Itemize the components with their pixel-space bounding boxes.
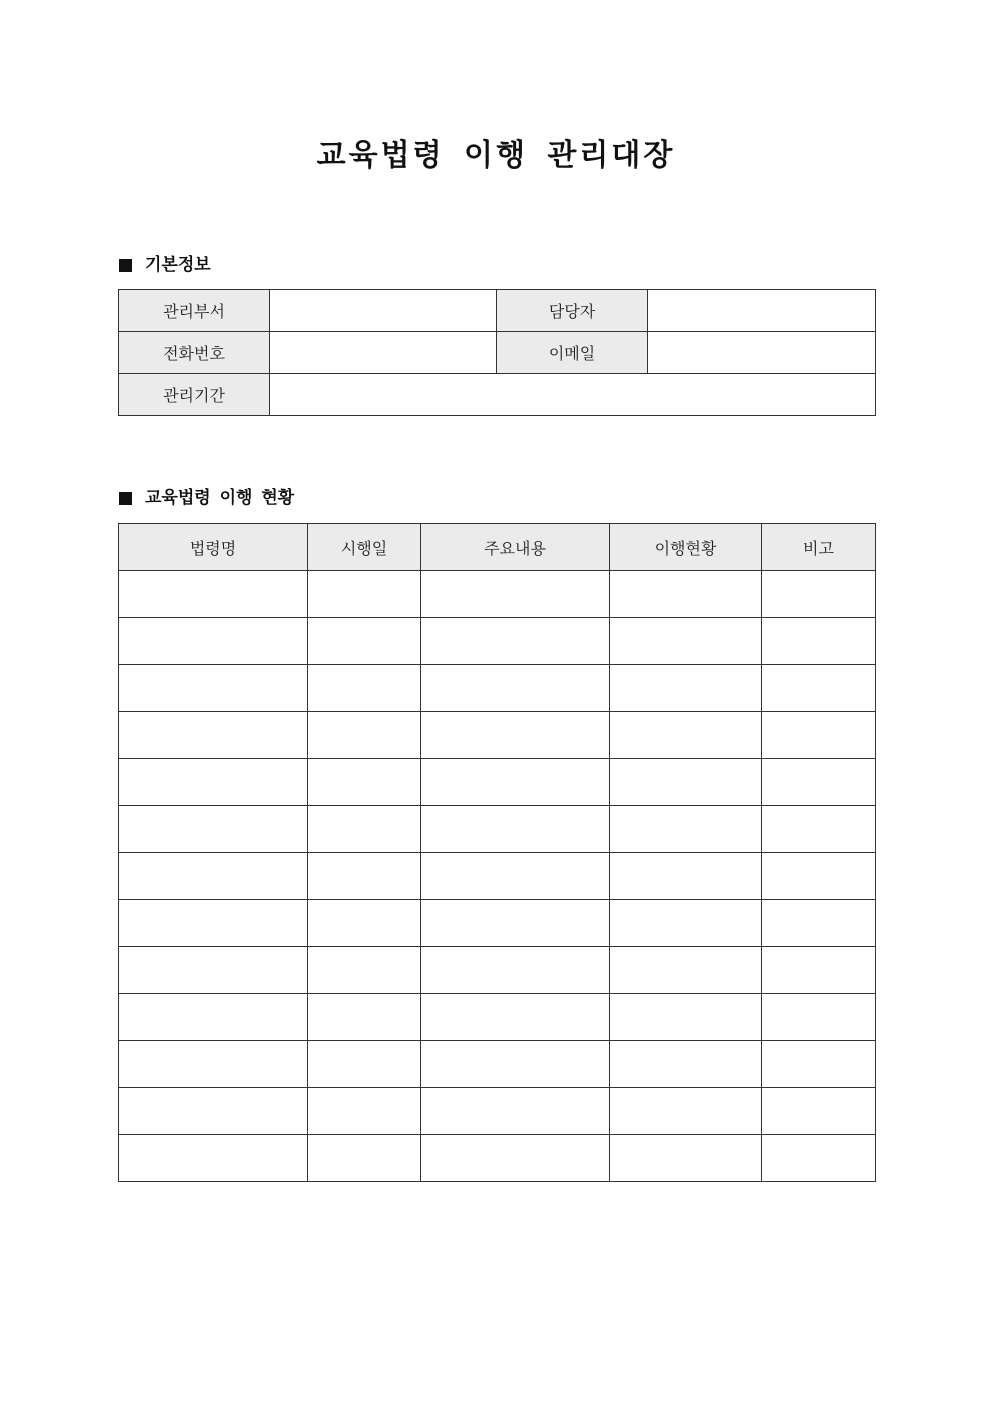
section-heading-basic-info: [119, 253, 211, 277]
compliance-table: [118, 523, 876, 1182]
effective-date-cell[interactable]: [308, 994, 421, 1041]
effective-date-cell[interactable]: [308, 665, 421, 712]
remarks-cell[interactable]: [762, 665, 876, 712]
effective-date-cell[interactable]: [308, 806, 421, 853]
law-name-cell[interactable]: [119, 571, 308, 618]
main-content-cell[interactable]: [421, 665, 610, 712]
status-cell[interactable]: [610, 1041, 762, 1088]
manager-field[interactable]: [648, 290, 876, 332]
manager-label: 담당자: [497, 290, 648, 332]
law-name-cell[interactable]: [119, 1041, 308, 1088]
effective-date-cell[interactable]: [308, 571, 421, 618]
table-row: [119, 290, 876, 332]
effective-date-cell[interactable]: [308, 853, 421, 900]
remarks-cell[interactable]: [762, 712, 876, 759]
remarks-cell[interactable]: [762, 759, 876, 806]
law-name-cell[interactable]: [119, 1135, 308, 1182]
effective-date-cell[interactable]: [308, 759, 421, 806]
phone-field[interactable]: [270, 332, 497, 374]
table-row: [119, 1135, 876, 1182]
law-name-cell[interactable]: [119, 806, 308, 853]
remarks-cell[interactable]: [762, 900, 876, 947]
law-name-cell[interactable]: [119, 994, 308, 1041]
effective-date-cell[interactable]: [308, 1088, 421, 1135]
basic-info-table: [118, 289, 876, 416]
main-content-cell[interactable]: [421, 618, 610, 665]
table-row: [119, 665, 876, 712]
section-heading-label: 교육법령 이행 현황: [145, 488, 295, 508]
table-row: [119, 947, 876, 994]
law-name-cell[interactable]: [119, 853, 308, 900]
table-row: [119, 618, 876, 665]
law-name-cell[interactable]: [119, 1088, 308, 1135]
email-label: 이메일: [497, 332, 648, 374]
status-cell[interactable]: [610, 571, 762, 618]
law-name-cell[interactable]: [119, 947, 308, 994]
remarks-cell[interactable]: [762, 853, 876, 900]
main-content-cell[interactable]: [421, 994, 610, 1041]
status-cell[interactable]: [610, 712, 762, 759]
department-field[interactable]: [270, 290, 497, 332]
table-header-row: [119, 524, 876, 571]
table-row: [119, 994, 876, 1041]
table-row: [119, 806, 876, 853]
section-heading-label: 기본정보: [145, 255, 211, 275]
status-cell[interactable]: [610, 900, 762, 947]
email-field[interactable]: [648, 332, 876, 374]
remarks-cell[interactable]: [762, 618, 876, 665]
effective-date-cell[interactable]: [308, 1041, 421, 1088]
column-header-remarks: 비고: [762, 524, 876, 571]
remarks-cell[interactable]: [762, 947, 876, 994]
table-row: [119, 1088, 876, 1135]
department-label: 관리부서: [119, 290, 270, 332]
status-cell[interactable]: [610, 1088, 762, 1135]
column-header-law-name: 법령명: [119, 524, 308, 571]
column-header-main-content: 주요내용: [421, 524, 610, 571]
remarks-cell[interactable]: [762, 1135, 876, 1182]
law-name-cell[interactable]: [119, 665, 308, 712]
table-row: [119, 332, 876, 374]
law-name-cell[interactable]: [119, 759, 308, 806]
period-field[interactable]: [270, 374, 876, 416]
status-cell[interactable]: [610, 1135, 762, 1182]
status-cell[interactable]: [610, 994, 762, 1041]
remarks-cell[interactable]: [762, 994, 876, 1041]
main-content-cell[interactable]: [421, 759, 610, 806]
column-header-effective-date: 시행일: [308, 524, 421, 571]
status-cell[interactable]: [610, 806, 762, 853]
table-row: [119, 900, 876, 947]
main-content-cell[interactable]: [421, 947, 610, 994]
status-cell[interactable]: [610, 665, 762, 712]
main-content-cell[interactable]: [421, 1135, 610, 1182]
square-bullet-icon: [119, 492, 132, 505]
column-header-status: 이행현황: [610, 524, 762, 571]
main-content-cell[interactable]: [421, 853, 610, 900]
status-cell[interactable]: [610, 853, 762, 900]
effective-date-cell[interactable]: [308, 712, 421, 759]
effective-date-cell[interactable]: [308, 947, 421, 994]
remarks-cell[interactable]: [762, 1088, 876, 1135]
main-content-cell[interactable]: [421, 900, 610, 947]
main-content-cell[interactable]: [421, 1088, 610, 1135]
table-row: [119, 759, 876, 806]
status-cell[interactable]: [610, 947, 762, 994]
document-title: 교육법령 이행 관리대장: [316, 138, 676, 173]
main-content-cell[interactable]: [421, 1041, 610, 1088]
status-cell[interactable]: [610, 618, 762, 665]
period-label: 관리기간: [119, 374, 270, 416]
main-content-cell[interactable]: [421, 571, 610, 618]
main-content-cell[interactable]: [421, 712, 610, 759]
remarks-cell[interactable]: [762, 571, 876, 618]
law-name-cell[interactable]: [119, 900, 308, 947]
remarks-cell[interactable]: [762, 1041, 876, 1088]
effective-date-cell[interactable]: [308, 900, 421, 947]
phone-label: 전화번호: [119, 332, 270, 374]
section-heading-compliance: [119, 486, 294, 510]
table-row: [119, 712, 876, 759]
main-content-cell[interactable]: [421, 806, 610, 853]
table-row: [119, 1041, 876, 1088]
effective-date-cell[interactable]: [308, 1135, 421, 1182]
law-name-cell[interactable]: [119, 712, 308, 759]
table-row: [119, 853, 876, 900]
table-row: [119, 374, 876, 416]
square-bullet-icon: [119, 259, 132, 272]
remarks-cell[interactable]: [762, 806, 876, 853]
law-name-cell[interactable]: [119, 618, 308, 665]
status-cell[interactable]: [610, 759, 762, 806]
table-row: [119, 571, 876, 618]
effective-date-cell[interactable]: [308, 618, 421, 665]
